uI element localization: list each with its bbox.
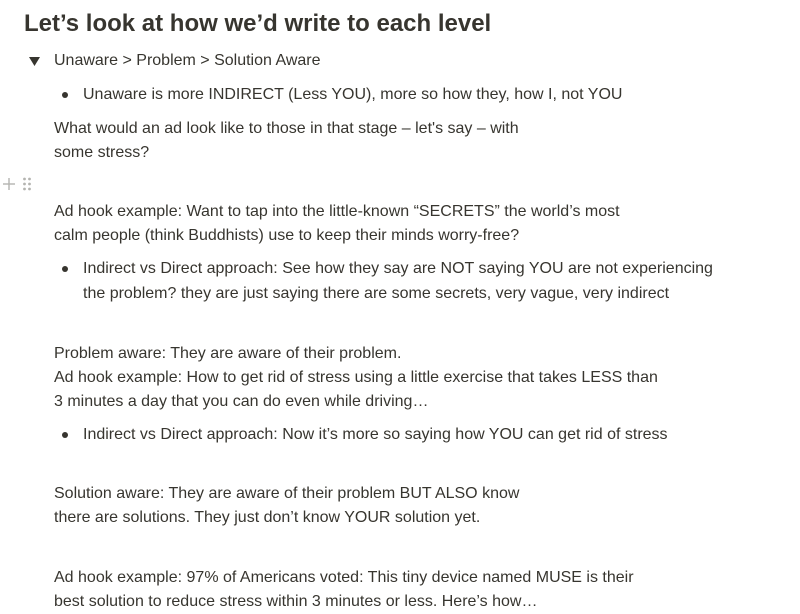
bullet-text-unaware: Unaware is more INDIRECT (Less YOU), more so how they, how I, not YOU [83, 86, 623, 103]
triangle-down-icon[interactable] [28, 50, 40, 72]
hook1-line2: calm people (think Buddhists) use to keep their minds worry-free? [54, 227, 520, 244]
bullet-point [62, 432, 68, 438]
plus-icon[interactable] [2, 177, 16, 191]
page-heading: Let’s look at how we’d write to each level [24, 10, 492, 37]
solution-aware-line2: there are solutions. They just don’t know YOUR solution yet. [54, 509, 481, 526]
hook3-line1: Ad hook example: 97% of Americans voted: This tiny device named MUSE is their [54, 569, 634, 586]
bullet-point [62, 266, 68, 272]
toggle-label: Unaware > Problem > Solution Aware [54, 52, 321, 69]
drag-handle-icon[interactable] [22, 176, 32, 192]
block-handles [2, 174, 32, 194]
hook2-line1: Ad hook example: How to get rid of stress using a little exercise that takes LESS than [54, 369, 658, 386]
bullet-text-indirect2: Indirect vs Direct approach: Now it’s more so saying how YOU can get rid of stress [83, 426, 668, 443]
problem-aware-text: Problem aware: They are aware of their problem. [54, 345, 402, 362]
hook1-line1: Ad hook example: Want to tap into the little-known “SECRETS” the world’s most [54, 203, 620, 220]
question-text-line1: What would an ad look like to those in that stage – let's say – with [54, 120, 519, 137]
toggle-block[interactable] [28, 50, 321, 72]
question-text-line2: some stress? [54, 144, 150, 161]
bullet-text-indirect1-line1: Indirect vs Direct approach: See how they say are NOT saying YOU are not experiencing [83, 260, 713, 277]
bullet-text-indirect1-line2: the problem? they are just saying there are some secrets, very vague, very indirect [83, 285, 670, 302]
hook3-line2: best solution to reduce stress within 3 minutes or less. Here’s how… [54, 593, 538, 610]
solution-aware-line1: Solution aware: They are aware of their problem BUT ALSO know [54, 485, 520, 502]
hook2-line2: 3 minutes a day that you can do even while driving… [54, 393, 429, 410]
bullet-point [62, 92, 68, 98]
